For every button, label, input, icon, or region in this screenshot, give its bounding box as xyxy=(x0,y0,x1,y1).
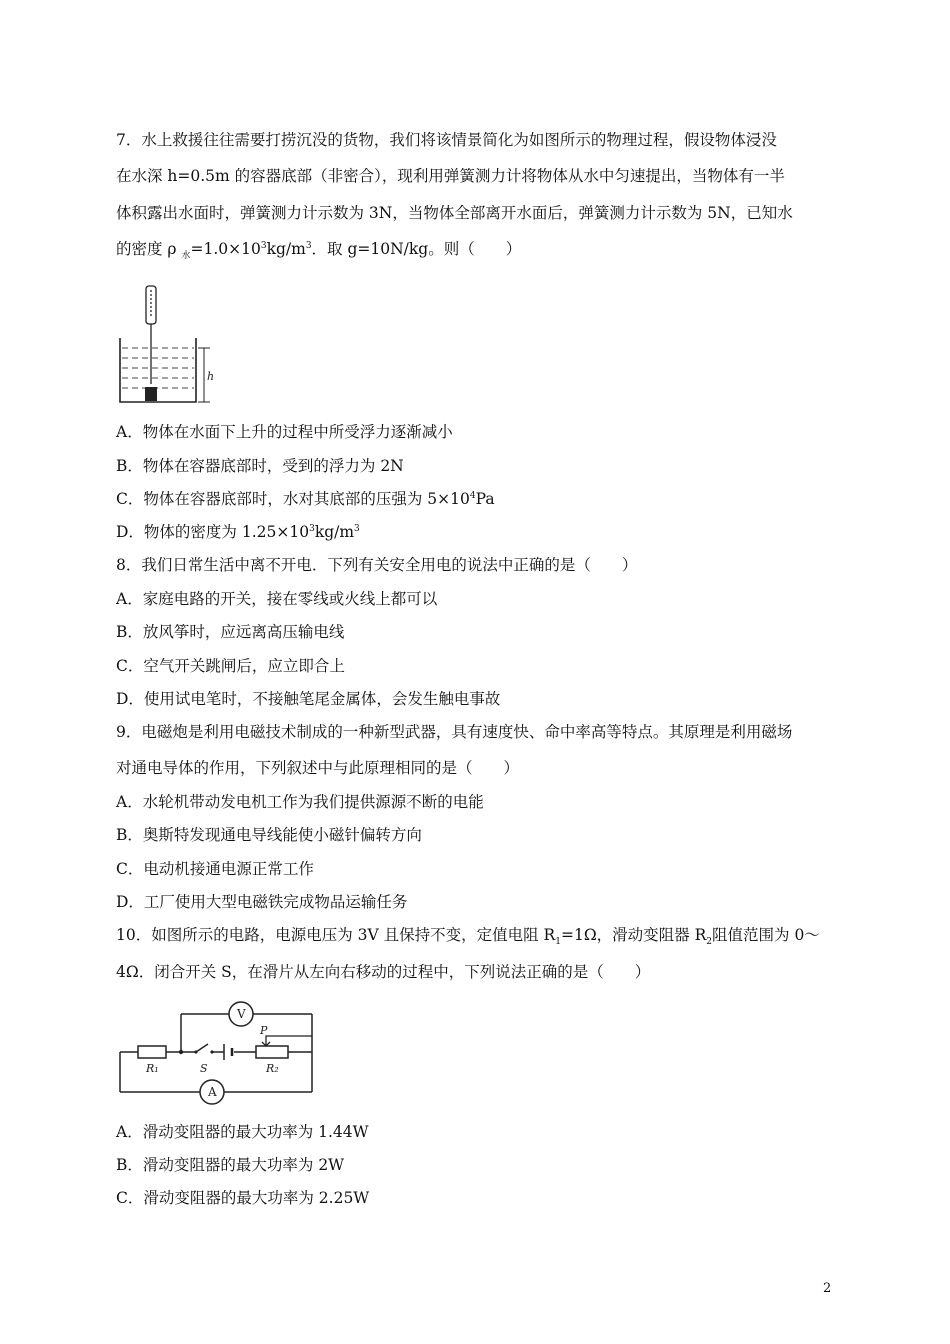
q10-line1-sub: 1 xyxy=(555,937,561,948)
q10-option-b: B．滑动变阻器的最大功率为 2W xyxy=(116,1156,345,1174)
q7-option-c-text: C．物体在容器底部时，水对其底部的压强为 5×10 xyxy=(116,490,470,508)
q8-option-d: D．使用试电笔时，不接触笔尾金属体，会发生触电事故 xyxy=(116,690,501,708)
q7-option-d-sup: 3 xyxy=(309,523,315,534)
q9-option-c: C．电动机接通电源正常工作 xyxy=(116,860,314,878)
q7-option-d-sup: 3 xyxy=(354,523,360,534)
q9-line-2: 对通电导体的作用，下列叙述中与此原理相同的是（ ） xyxy=(116,759,520,777)
q10-line1-text: =1Ω，滑动变阻器 R xyxy=(560,926,707,944)
q7-option-d-text: kg/m xyxy=(314,523,355,541)
q7-line-4 xyxy=(116,239,522,262)
q10-line1-sub: 2 xyxy=(706,937,713,948)
spring-scale xyxy=(146,286,156,384)
q10-line1-text: 阻值范围为 0～ xyxy=(712,926,820,944)
q7-line-2: 在水深 h=0.5m 的容器底部（非密合），现利用弹簧测力计将物体从水中匀速提出，当物体有一半 xyxy=(116,167,785,185)
q9-option-d: D．工厂使用大型电磁铁完成物品运输任务 xyxy=(116,893,408,911)
depth-label: h xyxy=(207,370,215,383)
q10-option-a: A．滑动变阻器的最大功率为 1.44W xyxy=(116,1123,369,1141)
q10-line-2: 4Ω．闭合开关 S，在滑片从左向右移动的过程中，下列说法正确的是（ ） xyxy=(116,963,651,981)
ammeter-label: A xyxy=(208,1085,217,1099)
q7-line4-text: 的密度 ρ xyxy=(116,240,182,258)
q9-option-b: B．奥斯特发现通电导线能使小磁针偏转方向 xyxy=(116,826,422,844)
resistor-r1 xyxy=(138,1046,166,1058)
submerged-object xyxy=(145,387,157,401)
q7-option-d-text: D．物体的密度为 1.25×10 xyxy=(116,523,310,541)
q7-option-c-text: Pa xyxy=(475,490,495,508)
q7-option-a: A．物体在水面下上升的过程中所受浮力逐渐减小 xyxy=(116,423,453,441)
q8-option-a: A．家庭电路的开关，接在零线或火线上都可以 xyxy=(116,590,438,608)
q10-option-c: C．滑动变阻器的最大功率为 2.25W xyxy=(116,1189,370,1207)
slider-p xyxy=(262,1036,312,1046)
q7-line4-sup: 3 xyxy=(305,240,312,251)
q7-option-b: B．物体在容器底部时，受到的浮力为 2N xyxy=(116,457,404,475)
switch-label: S xyxy=(200,1062,208,1075)
q7-line4-text: =1.0×10 xyxy=(190,240,261,258)
q7-line4-sub: 水 xyxy=(181,251,191,262)
q10-line1-text: 10．如图所示的电路，电源电压为 3V 且保持不变，定值电阻 R xyxy=(116,926,556,944)
q7-option-c xyxy=(116,489,495,509)
page-number: 2 xyxy=(823,1281,832,1296)
rheostat-r2 xyxy=(256,1046,288,1058)
water-surface xyxy=(122,348,194,388)
q7-line-1: 7．水上救援往往需要打捞沉没的货物，我们将该情景简化为如图所示的物理过程，假设物体浸没 xyxy=(116,131,777,149)
slider-label: P xyxy=(260,1024,268,1037)
q7-line4-text: ．取 g=10N/kg。则（ ） xyxy=(311,240,522,258)
q7-option-c-sup: 4 xyxy=(469,490,476,501)
junction-dot xyxy=(179,1050,183,1054)
r1-label: R₁ xyxy=(146,1062,159,1075)
q7-option-d xyxy=(116,522,360,542)
voltmeter-label: V xyxy=(237,1007,246,1021)
q7-line4-sup: 3 xyxy=(260,240,267,251)
switch-contact xyxy=(194,1050,197,1053)
q10-circuit-figure xyxy=(116,1002,326,1108)
q8-option-b: B．放风筝时，应远离高压输电线 xyxy=(116,623,345,641)
q9-line-1: 9．电磁炮是利用电磁技术制成的一种新型武器，具有速度快、命中率高等特点。其原理是利用磁场 xyxy=(116,723,793,741)
q10-line-1 xyxy=(116,925,820,948)
q9-option-a: A．水轮机带动发电机工作为我们提供源源不断的电能 xyxy=(116,793,484,811)
q7-line-3: 体积露出水面时，弹簧测力计示数为 3N，当物体全部离开水面后，弹簧测力计示数为 5N，已知水 xyxy=(116,204,793,222)
q7-line4-text: kg/m xyxy=(266,240,306,258)
q8-option-c: C．空气开关跳闸后，应立即合上 xyxy=(116,657,345,675)
q8-stem: 8．我们日常生活中离不开电．下列有关安全用电的说法中正确的是（ ） xyxy=(116,556,638,574)
r2-label: R₂ xyxy=(266,1062,279,1075)
q7-figure xyxy=(112,284,222,406)
switch-contact xyxy=(210,1050,213,1053)
